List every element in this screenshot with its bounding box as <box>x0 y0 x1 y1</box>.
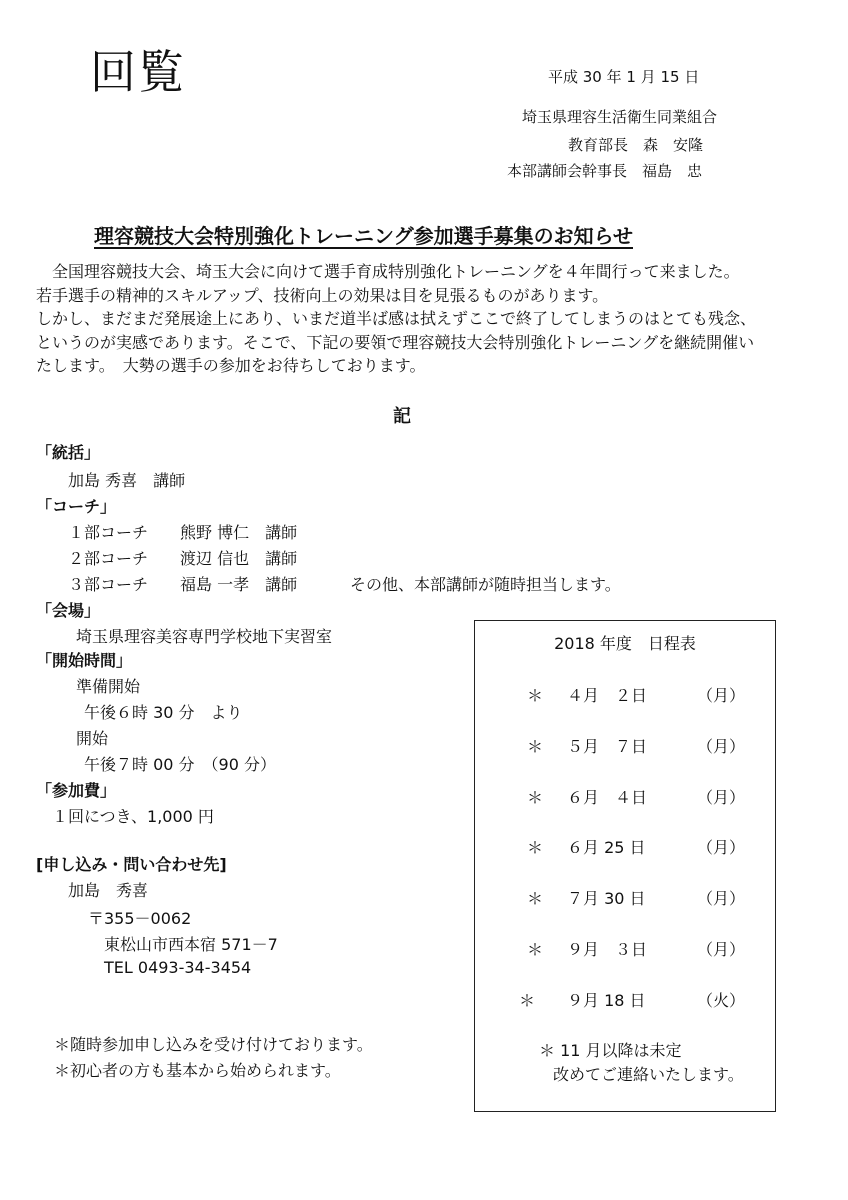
schedule-weekday: （月） <box>697 940 746 959</box>
document-title: 理容競技大会特別強化トレーニング参加選手募集のお知らせ <box>94 224 633 248</box>
intro-paragraph <box>36 260 756 378</box>
asterisk-icon: ＊ <box>527 940 544 959</box>
schedule-row <box>527 785 745 808</box>
intro-line: というのが実感であります。そこで、下記の要領で理容競技大会特別強化トレーニングを継続開催い <box>36 332 755 352</box>
prep-label: 準備開始 <box>76 677 141 696</box>
contact-address: 東松山市西本宿 571－7 <box>104 935 278 954</box>
intro-line: たします。 大勢の選手の参加をお待ちしております。 <box>36 356 426 375</box>
schedule-row <box>527 886 745 909</box>
contact-heading: [申し込み・問い合わせ先] <box>36 855 227 874</box>
schedule-weekday: （月） <box>697 686 746 705</box>
schedule-weekday: （月） <box>697 788 746 807</box>
schedule-weekday: （月） <box>697 889 746 908</box>
schedule-date: ６月 25 日 <box>567 838 646 857</box>
time-heading: 「開始時間」 <box>36 651 133 670</box>
asterisk-icon: ＊ <box>527 838 544 857</box>
schedule-row <box>527 937 745 960</box>
coach-row: ３部コーチ 福島 一孝 講師 <box>68 575 298 594</box>
asterisk-icon: ＊ <box>519 991 536 1010</box>
note-item: ＊随時参加申し込みを受け付けております。 <box>54 1035 373 1054</box>
schedule-date: ５月 ７日 <box>567 737 648 756</box>
start-label: 開始 <box>76 729 109 748</box>
note-item: ＊初心者の方も基本から始められます。 <box>54 1061 341 1080</box>
schedule-row <box>519 988 745 1011</box>
contact-zip: 〒355－0062 <box>88 909 192 928</box>
schedule-note-line: ＊ 11 月以降は未定 <box>539 1041 682 1060</box>
asterisk-icon: ＊ <box>527 788 544 807</box>
intro-line: 全国理容競技大会、埼玉大会に向けて選手育成特別強化トレーニングを４年間行って来ました。 <box>36 262 740 281</box>
coach-row: １部コーチ 熊野 博仁 講師 <box>68 523 298 542</box>
coach-note: その他、本部講師が随時担当します。 <box>350 575 621 594</box>
asterisk-icon: ＊ <box>527 737 544 756</box>
schedule-note-line: 改めてご連絡いたします。 <box>553 1065 744 1084</box>
sender-organization: 埼玉県理容生活衛生同業組合 <box>522 108 718 126</box>
schedule-box <box>474 620 776 1112</box>
schedule-row <box>527 734 745 757</box>
supervisor-heading: 「統括」 <box>36 443 101 462</box>
schedule-weekday: （月） <box>697 737 746 756</box>
schedule-date: ９月 ３日 <box>567 940 648 959</box>
schedule-note <box>539 1039 744 1087</box>
coach-heading: 「コーチ」 <box>36 497 117 516</box>
schedule-weekday: （火） <box>697 991 746 1010</box>
contact-name: 加島 秀喜 <box>68 881 149 900</box>
asterisk-icon: ＊ <box>527 889 544 908</box>
start-time: 午後７時 00 分 （90 分） <box>84 755 276 774</box>
issue-date: 平成 30 年 1 月 15 日 <box>548 68 700 86</box>
schedule-weekday: （月） <box>697 838 746 857</box>
intro-line: 若手選手の精神的スキルアップ、技術向上の効果は目を見張るものがあります。 <box>36 285 609 305</box>
schedule-row <box>527 683 745 706</box>
intro-line: しかし、まだまだ発展途上にあり、いまだ道半ば感は拭えずここで終了してしまうのはとても残念、 <box>36 309 757 328</box>
sender-education-head: 教育部長 森 安隆 <box>568 136 704 154</box>
fee-heading: 「参加費」 <box>36 781 117 800</box>
coach-row: ２部コーチ 渡辺 信也 講師 <box>68 549 298 568</box>
prep-time: 午後６時 30 分 より <box>84 703 243 722</box>
schedule-date: ９月 18 日 <box>567 991 646 1010</box>
ki-heading: 記 <box>393 406 411 427</box>
schedule-date: ７月 30 日 <box>567 889 646 908</box>
schedule-date: ６月 ４日 <box>567 788 648 807</box>
supervisor-name: 加島 秀喜 講師 <box>68 471 186 490</box>
schedule-title: 2018 年度 日程表 <box>554 634 696 653</box>
circulation-stamp: 回覧 <box>90 45 186 99</box>
schedule-row <box>527 835 745 858</box>
sender-instructor-secretary: 本部講師会幹事長 福島 忠 <box>507 162 703 180</box>
asterisk-icon: ＊ <box>527 686 544 705</box>
venue-name: 埼玉県理容美容専門学校地下実習室 <box>76 627 333 646</box>
venue-heading: 「会場」 <box>36 601 101 620</box>
contact-tel: TEL 0493-34-3454 <box>104 958 252 977</box>
fee-value: １回につき、1,000 円 <box>52 807 214 826</box>
schedule-date: ４月 ２日 <box>567 686 648 705</box>
